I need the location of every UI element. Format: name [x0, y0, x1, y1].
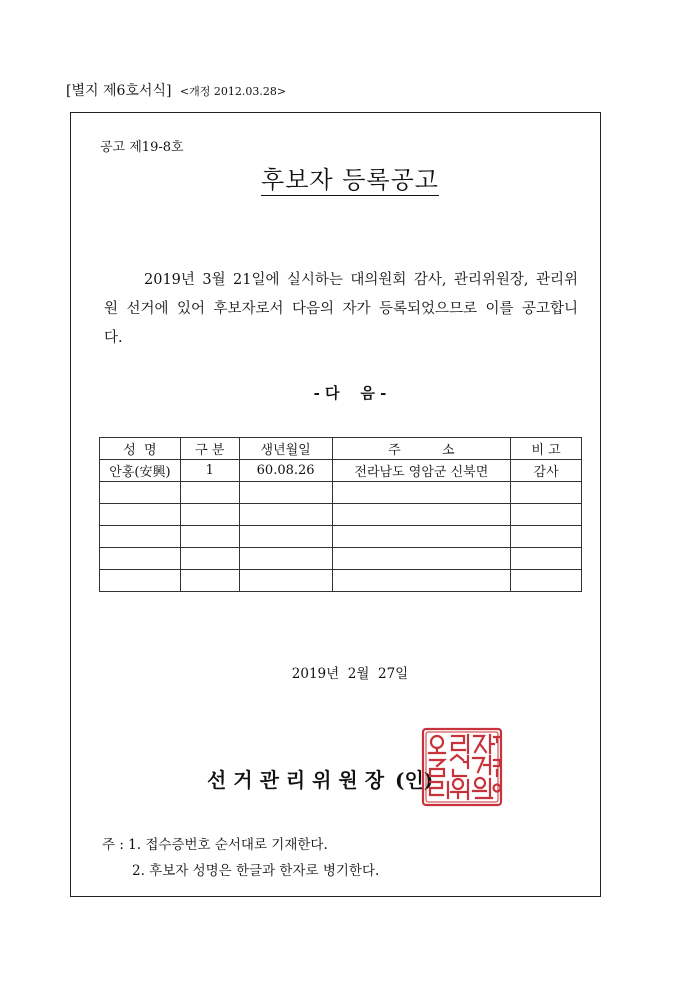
seal-stamp-icon [420, 726, 504, 808]
cell-category: 1 [180, 460, 239, 482]
title-container [0, 160, 700, 195]
header-category: 구 분 [180, 438, 239, 460]
cell-remarks [511, 570, 582, 592]
cell-address [332, 482, 511, 504]
cell-remarks [511, 526, 582, 548]
cell-name [100, 482, 181, 504]
footnotes [102, 832, 379, 884]
cell-remarks [511, 482, 582, 504]
footnote-1: 주 : 1. 접수증번호 순서대로 기재한다. [102, 837, 328, 853]
cell-birthdate [239, 526, 332, 548]
seal-mark: (인) [395, 768, 434, 792]
cell-birthdate [239, 548, 332, 570]
page-title: 후보자 등록공고 [261, 166, 439, 194]
cell-birthdate: 60.08.26 [239, 460, 332, 482]
cell-address [332, 526, 511, 548]
cell-category [180, 526, 239, 548]
cell-remarks: 감사 [511, 460, 582, 482]
cell-name [100, 526, 181, 548]
form-revision: <개정 2012.03.28> [179, 85, 287, 98]
cell-name: 안홍(安興) [100, 460, 181, 482]
candidate-table [99, 437, 582, 592]
table-row [100, 460, 582, 482]
cell-category [180, 482, 239, 504]
notice-number: 공고 제19-8호 [100, 140, 184, 155]
cell-birthdate [239, 570, 332, 592]
cell-address [332, 548, 511, 570]
cell-remarks [511, 548, 582, 570]
form-label-text: [별지 제6호서식] [66, 83, 172, 99]
cell-category [180, 570, 239, 592]
section-heading: - 다 음 - [313, 384, 387, 402]
cell-birthdate [239, 482, 332, 504]
cell-name [100, 504, 181, 526]
signer-title: 선 거 관 리 위 원 장 [207, 768, 385, 792]
cell-address [332, 570, 511, 592]
header-birthdate: 생년월일 [239, 438, 332, 460]
footnote-2: 2. 후보자 성명은 한글과 한자로 병기한다. [132, 863, 380, 879]
table-row [100, 482, 582, 504]
header-address: 주 소 [332, 438, 511, 460]
header-remarks: 비 고 [511, 438, 582, 460]
table-row [100, 570, 582, 592]
cell-address: 전라남도 영암군 신북면 [332, 460, 511, 482]
cell-address [332, 504, 511, 526]
table-row [100, 526, 582, 548]
cell-name [100, 548, 181, 570]
cell-category [180, 548, 239, 570]
table-row [100, 504, 582, 526]
signer-block [207, 764, 433, 793]
body-text: 2019년 3월 21일에 실시하는 대의원회 감사, 관리위원장, 관리위원 선거에 있어 후보자로서 다음의 자가 등록되었으므로 이를 공고합니다. [104, 272, 578, 346]
cell-birthdate [239, 504, 332, 526]
table-row [100, 548, 582, 570]
header-name: 성 명 [100, 438, 181, 460]
cell-category [180, 504, 239, 526]
official-seal [420, 726, 504, 812]
form-label [66, 80, 286, 100]
notice-date: 2019년 2월 27일 [291, 666, 409, 682]
table-header-row [100, 438, 582, 460]
cell-remarks [511, 504, 582, 526]
cell-name [100, 570, 181, 592]
